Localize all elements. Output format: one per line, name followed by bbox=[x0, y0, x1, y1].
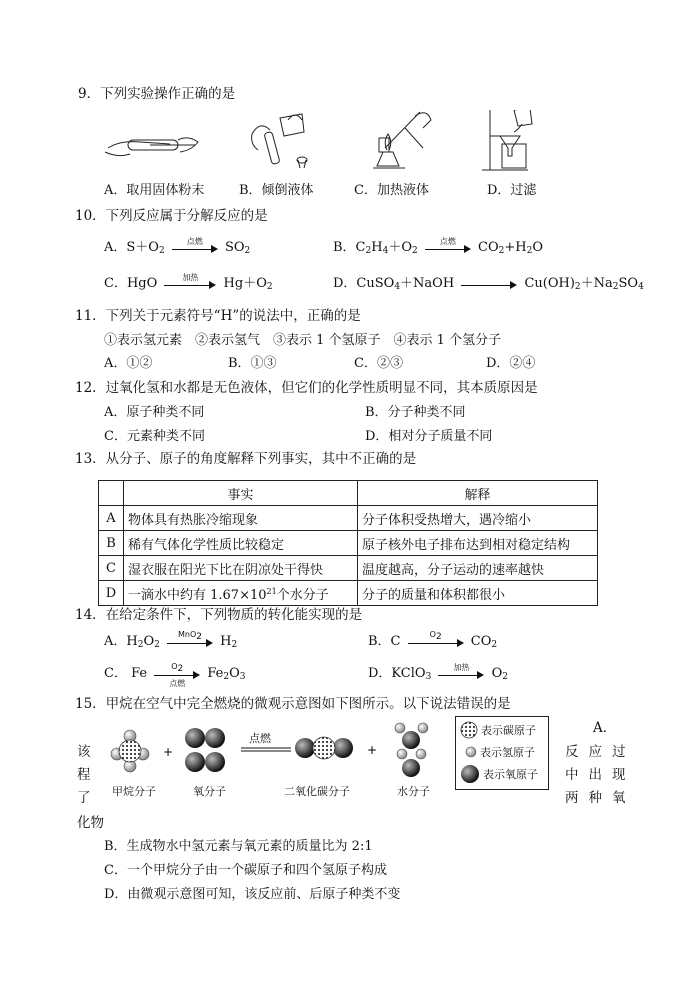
row-fact: 物体具有热胀冷缩现象 bbox=[124, 506, 358, 531]
q11-stem: 11．下列关于元素符号“H”的说法中，正确的是 bbox=[75, 308, 361, 324]
q14-d-product: O bbox=[491, 666, 503, 681]
legend-carbon-label: 表示碳原子 bbox=[481, 724, 536, 737]
plus-sign: + bbox=[163, 745, 174, 759]
heat-liquid-icon bbox=[373, 112, 431, 168]
table-row bbox=[99, 506, 598, 531]
legend-oxygen-label: 表示氧原子 bbox=[483, 768, 538, 781]
q14-stem: 14．在给定条件下，下列物质的转化能实现的是 bbox=[75, 607, 363, 623]
left-fragment-1: 该 bbox=[77, 744, 91, 760]
arrow-condition-text: O bbox=[171, 661, 178, 671]
q11-option-a: A．①② bbox=[104, 356, 153, 371]
legend-oxygen bbox=[460, 763, 538, 785]
facts-table bbox=[98, 480, 598, 606]
reaction-arrow-icon bbox=[438, 662, 484, 681]
table-header-fact: 事实 bbox=[124, 481, 358, 506]
row-key: A bbox=[99, 506, 124, 531]
q11-statements: ①表示氢元素 ②表示氢气 ③表示 1 个氢原子 ④表示 1 个氢分子 bbox=[104, 333, 502, 348]
oxygen-atom-icon bbox=[460, 764, 480, 784]
right-option-a-label: A． bbox=[593, 720, 617, 736]
q14-option-b: B．C $O_2$ $CO_2$ bbox=[368, 629, 498, 650]
q14-a-reactant: A．H bbox=[104, 634, 138, 649]
table-header-key bbox=[99, 481, 124, 506]
row-explain: 温度越高，分子运动的速率越快 bbox=[358, 556, 598, 581]
q11-option-c: C．②③ bbox=[354, 356, 403, 371]
label-co2: 二氧化碳分子 bbox=[284, 785, 350, 798]
q14-b-reactant: B．C bbox=[368, 634, 401, 649]
q15-option-c: C．一个甲烷分子由一个碳原子和四个氢原子构成 bbox=[104, 863, 387, 878]
arrow-condition: $O_2$ bbox=[171, 661, 184, 674]
methane-molecule-icon bbox=[111, 730, 149, 772]
arrow-condition: 点燃 bbox=[186, 236, 203, 246]
left-fragment-2: 程 bbox=[77, 767, 91, 783]
powder-tube-icon bbox=[105, 138, 198, 156]
row-key: D bbox=[99, 581, 124, 606]
label-water: 水分子 bbox=[397, 785, 430, 798]
table-row bbox=[99, 581, 598, 606]
q15-option-b: B．生成物水中氢元素与氧元素的质量比为 2:1 bbox=[104, 839, 373, 854]
q11-option-b: B．①③ bbox=[228, 356, 277, 371]
arrow-condition-below: 点燃 bbox=[169, 678, 186, 688]
q9-option-c: C．加热液体 bbox=[354, 183, 429, 198]
q14-option-c: C． Fe $O_2$ 点燃 $Fe_2O_3$ bbox=[104, 661, 246, 688]
q10-d-reactants: D．CuSO bbox=[333, 276, 395, 291]
left-fragment-3: 了 bbox=[77, 790, 91, 806]
reaction-arrow-icon bbox=[461, 277, 517, 291]
q14-c-product: Fe bbox=[207, 666, 224, 681]
row-key: C bbox=[99, 556, 124, 581]
q12-option-d: D．相对分子质量不同 bbox=[365, 429, 493, 444]
right-fragment-1: 反应过 bbox=[565, 744, 636, 760]
row-explain: 原子核外电子排布达到相对稳定结构 bbox=[358, 531, 598, 556]
right-fragment-2: 中出现 bbox=[565, 767, 636, 783]
pour-liquid-icon bbox=[252, 114, 307, 168]
oxygen-molecule-icon bbox=[185, 728, 225, 772]
q10-option-c: C．HgO 加热 $Hg+O_2$ bbox=[104, 272, 273, 292]
q9-option-a: A．取用固体粉末 bbox=[104, 183, 205, 198]
arrow-condition: 点燃 bbox=[439, 236, 456, 246]
carbon-atom-icon bbox=[460, 721, 478, 739]
co2-molecule-icon bbox=[295, 737, 353, 759]
q10-c-reactants: C．HgO bbox=[104, 276, 158, 291]
arrow-condition: 加热 bbox=[182, 272, 199, 282]
arrow-condition: $O_2$ bbox=[429, 629, 442, 642]
q14-b-product: CO bbox=[470, 634, 492, 649]
reaction-arrow-icon bbox=[167, 629, 213, 649]
arrow-condition: 加热 bbox=[453, 662, 470, 672]
filtration-icon bbox=[482, 110, 532, 170]
q9-option-d: D．过滤 bbox=[487, 183, 537, 198]
q15-stem: 15．甲烷在空气中完全燃烧的微观示意图如下图所示。以下说法错误的是 bbox=[75, 696, 511, 712]
q14-a-product: H bbox=[220, 634, 232, 649]
q10-d-tail: ＋Na bbox=[580, 276, 613, 291]
q10-stem: 10．下列反应属于分解反应的是 bbox=[75, 208, 268, 224]
row-key: B bbox=[99, 531, 124, 556]
q10-d-product: Cu(OH) bbox=[524, 276, 575, 291]
legend-carbon bbox=[460, 719, 536, 741]
right-fragment-3: 两种氧 bbox=[565, 790, 636, 806]
q10-b-reactants: B．C bbox=[333, 240, 366, 255]
q9-stem: 9．下列实验操作正确的是 bbox=[78, 86, 236, 102]
table-header-row bbox=[99, 481, 598, 506]
table-header-explain: 解释 bbox=[358, 481, 598, 506]
q12-stem: 12．过氧化氢和水都是无色液体，但它们的化学性质明显不同，其本质原因是 bbox=[75, 380, 538, 396]
reaction-arrow-icon bbox=[425, 236, 471, 255]
q9-option-b: B．倾倒液体 bbox=[239, 183, 314, 198]
q15-arrow-condition: 点燃 bbox=[249, 732, 271, 745]
q15-option-d: D．由微观示意图可知，该反应前、后原子种类不变 bbox=[104, 887, 401, 902]
q14-option-d: D．KClO$_3$ 加热 $O_2$ bbox=[368, 662, 508, 682]
q13-stem: 13．从分子、原子的角度解释下列事实，其中不正确的是 bbox=[75, 451, 417, 467]
q12-option-c: C．元素种类不同 bbox=[104, 429, 205, 444]
arrow-condition-text: MnO bbox=[178, 629, 197, 639]
q10-option-b: B．$C_2H_4+O_2$ 点燃 $CO_2+H_2O$ bbox=[333, 236, 543, 256]
q9-lab-illustrations bbox=[100, 110, 610, 176]
hydrogen-atom-icon bbox=[465, 746, 477, 758]
q12-option-a: A．原子种类不同 bbox=[104, 405, 205, 420]
table-row bbox=[99, 531, 598, 556]
arrow-condition-text: O bbox=[429, 629, 436, 639]
row-fact bbox=[124, 581, 358, 606]
q10-option-a: A．$S+O_2$ 点燃 $SO_2$ bbox=[104, 236, 251, 256]
q10-b-product: CO bbox=[478, 240, 499, 255]
reaction-arrow-icon bbox=[172, 236, 218, 255]
water-molecule-icon bbox=[395, 723, 428, 777]
label-methane: 甲烷分子 bbox=[112, 785, 156, 798]
row-fact: 稀有气体化学性质比较稳定 bbox=[124, 531, 358, 556]
q14-option-a: A．$H_2O_2$ MnO$_2$ $H_2$ bbox=[104, 629, 238, 650]
plus-sign: + bbox=[367, 743, 378, 757]
q10-a-product: SO bbox=[224, 240, 245, 255]
row-fact-post: 个水分子 bbox=[276, 587, 329, 603]
row-fact: 湿衣服在阳光下比在阴凉处干得快 bbox=[124, 556, 358, 581]
reaction-arrow-icon bbox=[154, 661, 200, 688]
legend-hydrogen bbox=[465, 741, 535, 763]
q12-option-b: B．分子种类不同 bbox=[365, 405, 466, 420]
q11-option-d: D．②④ bbox=[486, 356, 536, 371]
row-explain: 分子的质量和体积都很小 bbox=[358, 581, 598, 606]
label-oxygen: 氧分子 bbox=[193, 785, 226, 798]
q10-c-product: Hg＋O bbox=[223, 276, 267, 291]
table-row bbox=[99, 556, 598, 581]
q10-a-reactants: A．S＋O bbox=[104, 240, 159, 255]
row-fact-exp: 21 bbox=[266, 586, 277, 596]
legend-hydrogen-label: 表示氢原子 bbox=[480, 746, 535, 759]
reaction-arrow-icon bbox=[164, 272, 216, 291]
q10-d-mid: ＋NaOH bbox=[400, 276, 455, 291]
reaction-arrow-icon bbox=[408, 629, 464, 649]
atom-legend bbox=[455, 716, 549, 790]
q14-c-reactant: C． Fe bbox=[104, 666, 148, 681]
row-fact-pre: 一滴水中约有 1.67×10 bbox=[128, 587, 267, 603]
reaction-equals-icon bbox=[241, 748, 291, 751]
arrow-condition: MnO$_2$ bbox=[178, 629, 203, 642]
q10-option-d: D．CuSO$_4$＋NaOH $Cu(OH)_2+Na_2SO_4$ bbox=[333, 276, 644, 292]
row-explain: 分子体积受热增大，遇冷缩小 bbox=[358, 506, 598, 531]
q14-d-reactant: D．KClO bbox=[368, 666, 426, 681]
left-fragment-tail: 化物 bbox=[77, 815, 104, 831]
